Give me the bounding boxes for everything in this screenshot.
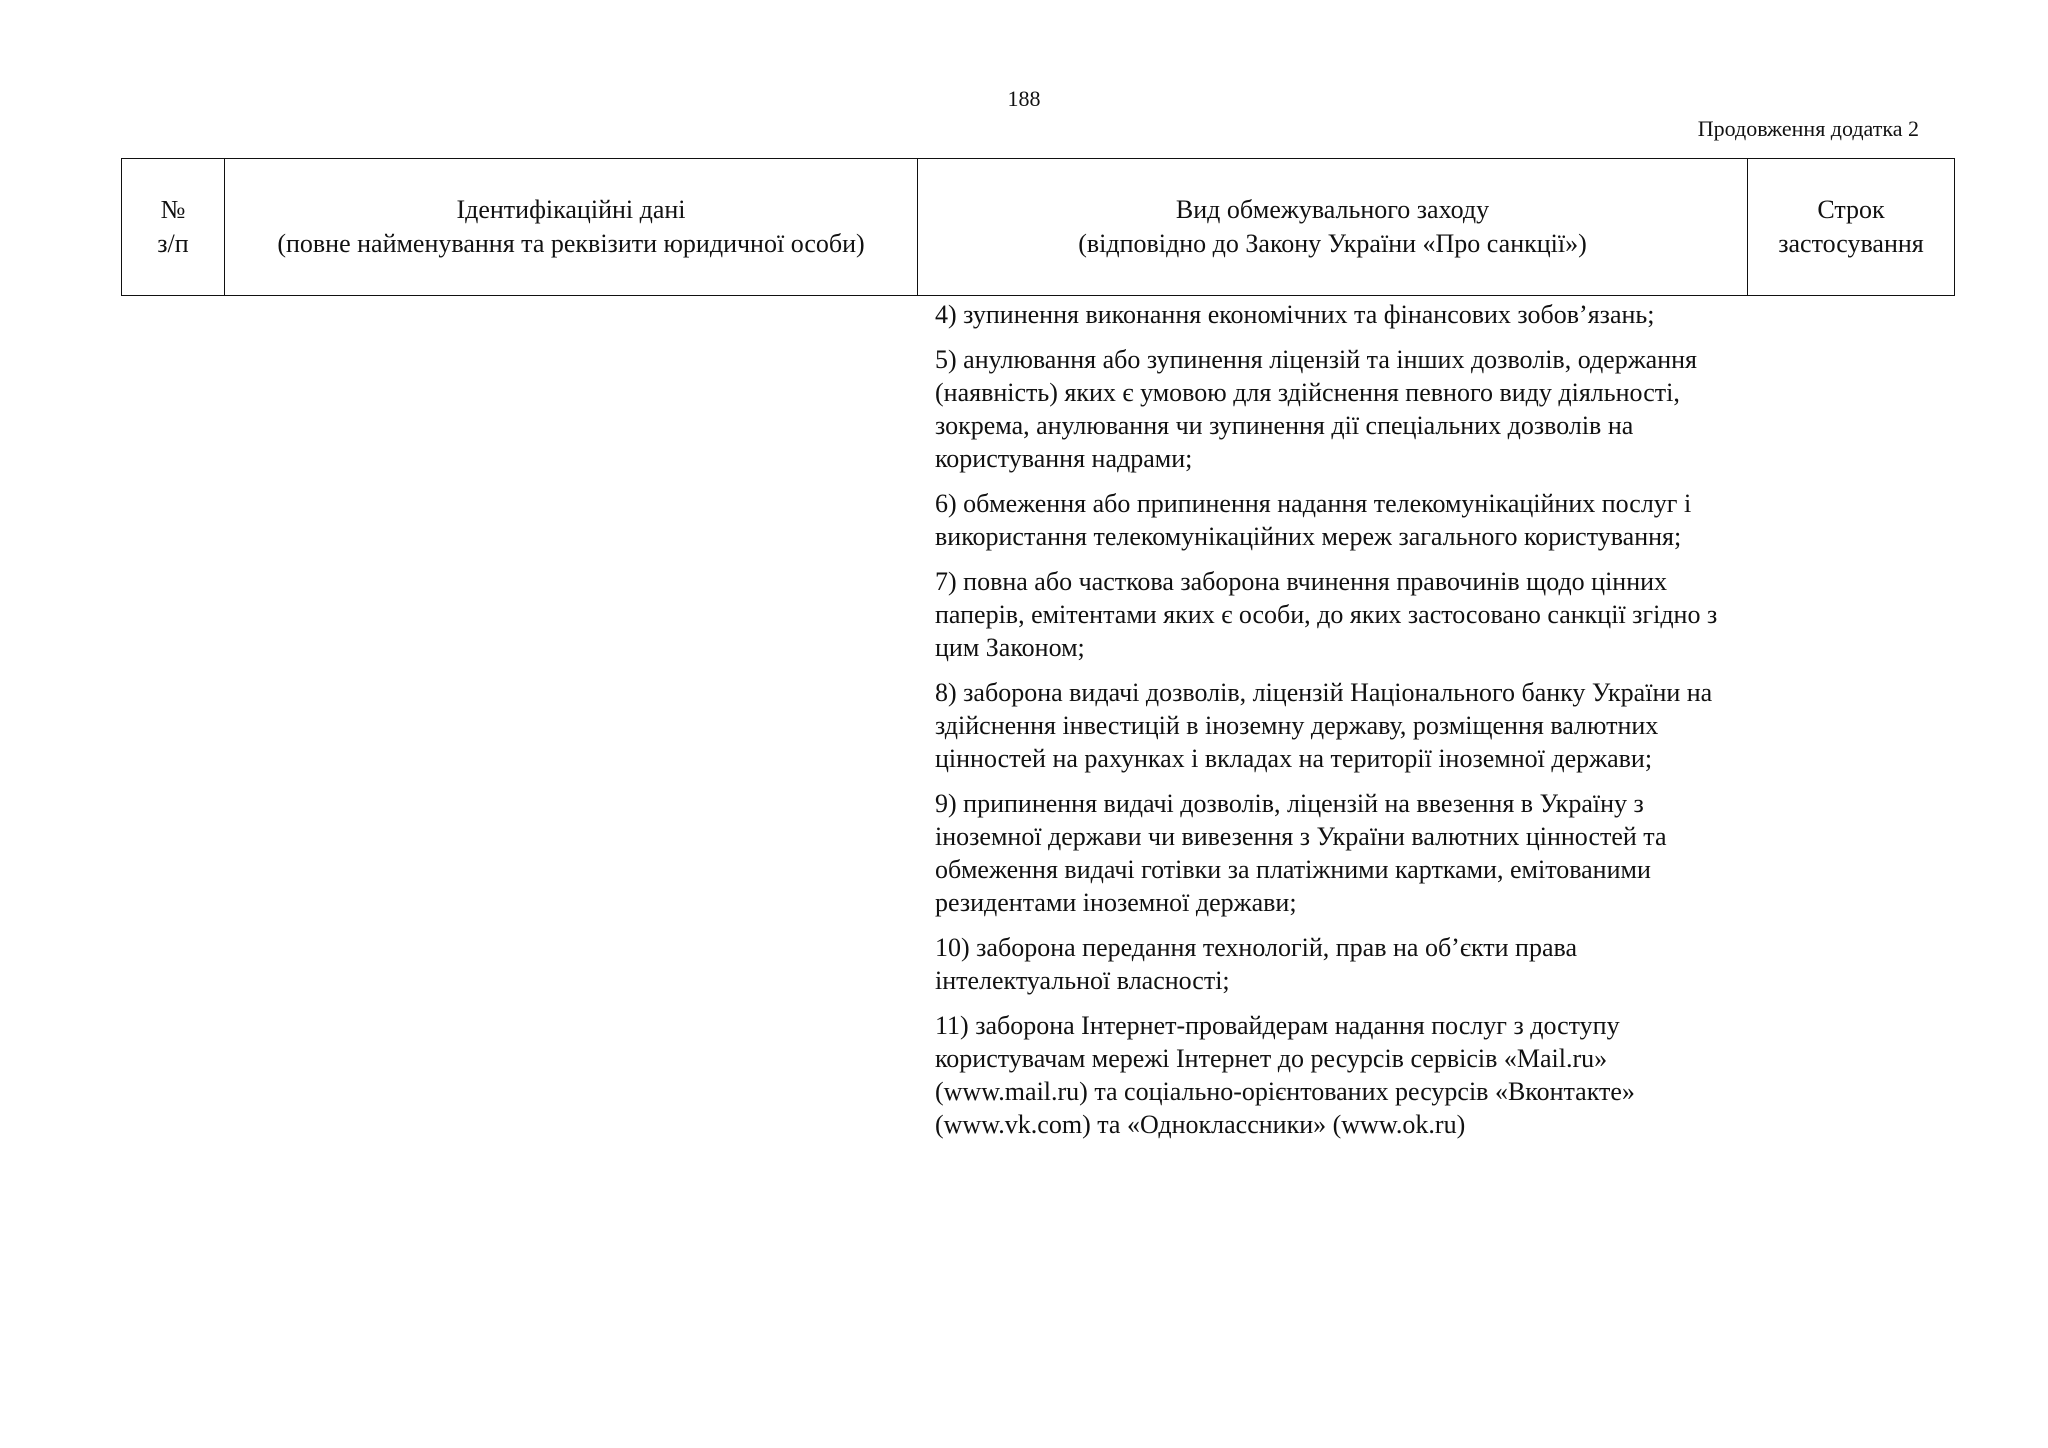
header-number-line1: №	[160, 195, 186, 224]
measure-item: 5) анулювання або зупинення ліцензій та інших дозволів, одержання (наявність) яких є умовою для здійснення певного виду діяльності, зокрема, анулювання чи зупинення дії спеціальних дозволів на користування надрами;	[935, 345, 1697, 473]
header-measure-type-line2: (відповідно до Закону України «Про санкції»)	[1078, 229, 1587, 258]
measure-item: 11) заборона Інтернет-провайдерам надання послуг з доступу користувачам мережі Інтернет до ресурсів сервісів «Mail.ru» (www.mail.ru) та соціально-орієнтованих ресурсів «Вконтакте» (www.vk.com) та «Одноклассники» (www.ok.ru)	[935, 1011, 1635, 1139]
measure-item: 8) заборона видачі дозволів, ліцензій Національного банку України на здійснення інвестицій в іноземну державу, розміщення валютних цінностей на рахунках і вкладах на території іноземної держави;	[935, 678, 1713, 773]
measure-item: 9) припинення видачі дозволів, ліцензій на ввезення в Україну з іноземної держави чи вивезення з України валютних цінностей та обмеження видачі готівки за платіжними картками, емітованими резидентами іноземної держави;	[935, 789, 1667, 917]
header-term-line2: застосування	[1778, 229, 1924, 258]
header-term-line1: Строк	[1817, 195, 1885, 224]
measure-item: 10) заборона передання технологій, прав на об’єкти права інтелектуальної власності;	[935, 933, 1577, 995]
header-identification-line1: Ідентифікаційні дані	[456, 195, 686, 224]
measure-item: 6) обмеження або припинення надання телекомунікаційних послуг і використання телекомунікаційних мереж загального користування;	[935, 489, 1692, 551]
header-identification-line2: (повне найменування та реквізити юридичної особи)	[277, 229, 865, 258]
header-term	[1748, 159, 1955, 296]
measures-list	[935, 298, 1725, 1153]
header-identification	[225, 159, 918, 296]
measure-item: 7) повна або часткова заборона вчинення правочинів щодо цінних паперів, емітентами яких є особи, до яких застосовано санкції згідно з цим Законом;	[935, 567, 1718, 662]
header-measure-type-line1: Вид обмежувального заходу	[1175, 195, 1490, 224]
table-header-row	[122, 159, 1955, 296]
sanctions-table-header	[121, 158, 1955, 296]
page-number: 188	[1007, 86, 1041, 111]
header-measure-type	[918, 159, 1748, 296]
header-number-line2: з/п	[157, 229, 189, 258]
header-number	[122, 159, 225, 296]
measure-item: 4) зупинення виконання економічних та фінансових зобов’язань;	[935, 300, 1655, 329]
continuation-note: Продовження додатка 2	[1697, 116, 1919, 141]
